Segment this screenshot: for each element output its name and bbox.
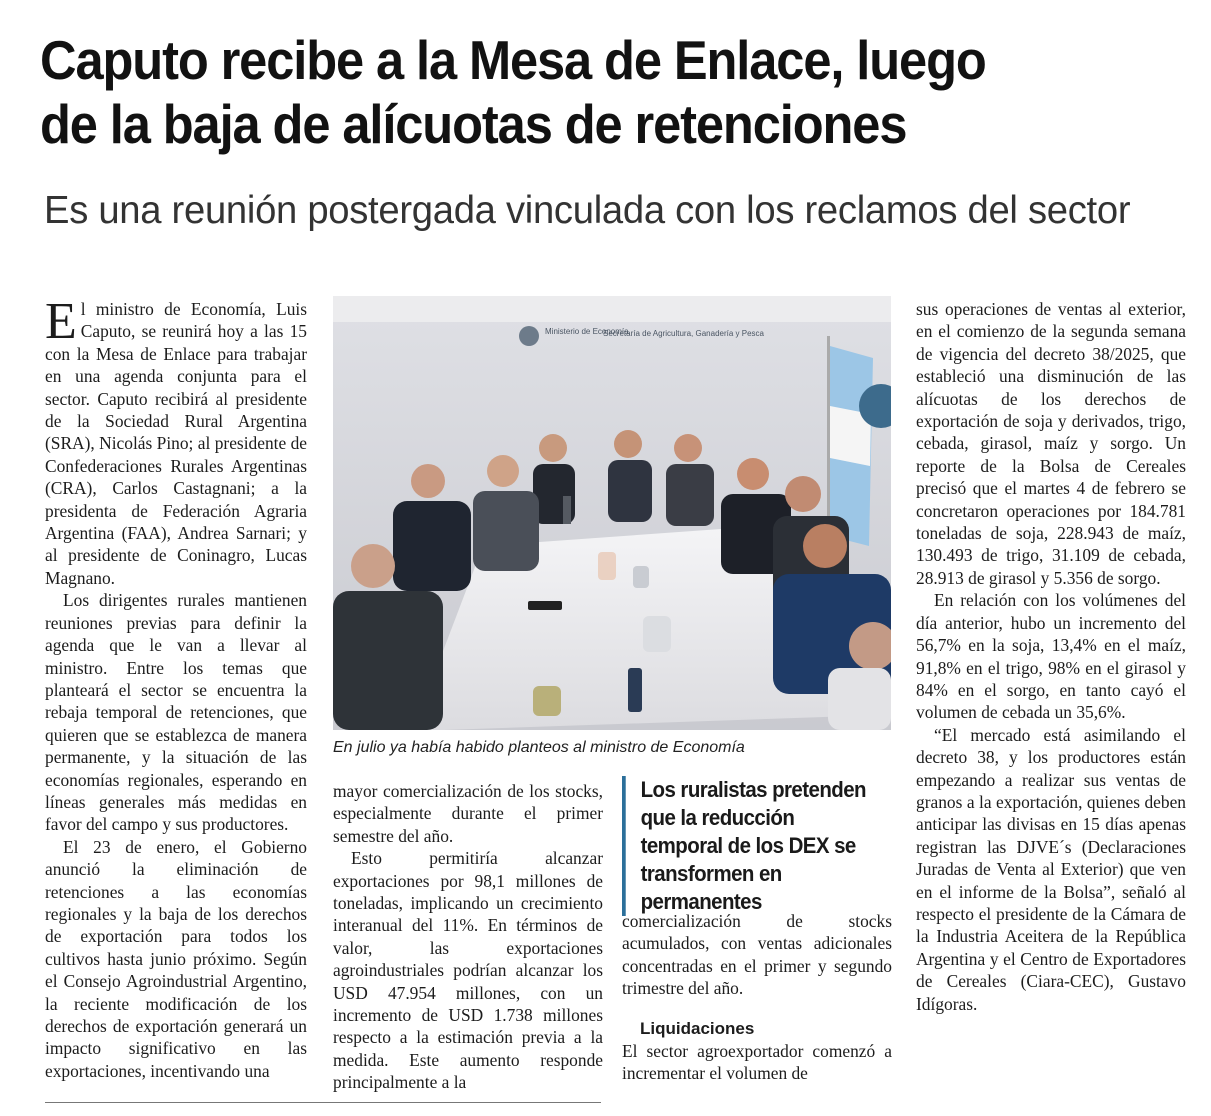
paragraph: sus operaciones de ventas al exterior, en el comienzo de la segunda semana de vigencia del decreto 38/2025, que estableció una disminución de las alícuotas de los derechos de exportación de soja y derivados, trigo, cebada, girasol, maíz y sorgo. Un reporte de la Bolsa de Cereales precisó que el martes 4 de febrero se concretaron operaciones por 184.781 toneladas de soja, 228.943 de maíz, 130.493 de trigo, 31.109 de cebada, 28.913 de girasol y 5.356 de sorgo. <box>916 299 1186 588</box>
column-2 <box>333 780 603 1094</box>
meeting-photo-illustration <box>333 296 891 730</box>
drop-cap: E <box>45 293 77 350</box>
divider-line <box>45 1102 601 1103</box>
paragraph: Los dirigentes rurales mantienen reuniones previas para definir la agenda que le van a llevar al ministro. Entre los temas que planteará el sector se encuentra la rebaja temporal de retenciones, que quieren que se establezca de manera permanente, y la situación de las economías regionales, esperando en líneas generales más medidas en favor del campo y sus productores. <box>45 590 307 835</box>
headline <box>40 28 1098 156</box>
wall-sign-left: Ministerio de Economía <box>545 327 629 336</box>
column-3 <box>622 910 892 1084</box>
column-4 <box>916 298 1186 1015</box>
subheadline: Es una reunión postergada vinculada con los reclamos del sector <box>44 189 1131 232</box>
article-photo <box>333 296 891 730</box>
paragraph: El sector agroexportador comenzó a incrementar el volumen de <box>622 1040 892 1084</box>
paragraph: Esto permitiría alcanzar exportaciones por 98,1 millones de toneladas, implicando un crecimiento interanual del 11%. En términos de valor, las exportaciones agroindustriales podrían alcanzar los USD 47.954 millones, con un incremento de USD 1.738 millones respecto a la estimación previa a la medida. Este aumento responde principalmente a la <box>333 848 603 1093</box>
paragraph: comercialización de stocks acumulados, con ventas adicionales concentradas en el primer y segundo trimestre del año. <box>622 911 892 999</box>
column-1 <box>45 293 307 1082</box>
headline-line-2: de la baja de alícuotas de retenciones <box>40 93 907 155</box>
paragraph: “El mercado está asimilando el decreto 38, y los productores están empezando a realizar sus ventas de granos a la exportación, quienes deben anticipar las divisas en 15 días apenas registran las DJVE´s (Declaraciones Juradas de Venta al Exterior) que ven en el informe de la Bolsa”, señaló al respecto el presidente de la Cámara de la Industria Aceitera de la República Argentina y el Centro de Exportadores de Cereales (Ciara-CEC), Gustavo Idígoras. <box>916 724 1186 1014</box>
paragraph: En relación con los volúmenes del día anterior, hubo un incremento del 56,7% en la soja, 13,4% en el maíz, 91,8% en el trigo, 98% en el girasol y 84% en el sorgo, en tanto cayó el volumen de cebada un 35,6%. <box>916 590 1186 723</box>
wall-sign-right: Secretaría de Agricultura, Ganadería y Pesca <box>603 329 764 338</box>
paragraph: mayor comercialización de los stocks, especialmente durante el primer semestre del año. <box>333 781 603 846</box>
pull-quote: Los ruralistas pretenden que la reducción temporal de los DEX se transformen en permanentes <box>622 776 873 916</box>
paragraph <box>45 293 307 589</box>
paragraph: El 23 de enero, el Gobierno anunció la eliminación de retenciones a las economías regionales y la baja de los derechos de exportación para todos los cultivos hasta junio próximo. Según el Consejo Agroindustrial Argentino, la reciente modificación de los derechos de exportación generará un impacto significativo en las exportaciones, incentivando una <box>45 836 307 1081</box>
paragraph-text: l ministro de Economía, Luis Caputo, se reunirá hoy a las 15 con la Mesa de Enlace para trabajar en una agenda conjunta para el sector. Caputo recibirá al presidente de la Sociedad Rural Argentina (SRA), Nicolás Pino; al presidente de Confederaciones Rurales Argentinas (CRA), Carlos Castagnani; a la presidenta de Federación Agraria Argentina (FAA), Andrea Sarnari; y al presidente de Coninagro, Lucas Magnano. <box>45 299 307 588</box>
section-heading: Liquidaciones <box>640 1018 755 1038</box>
photo-caption: En julio ya había habido planteos al ministro de Economía <box>333 739 745 756</box>
headline-line-1: Caputo recibe a la Mesa de Enlace, luego <box>40 29 986 91</box>
